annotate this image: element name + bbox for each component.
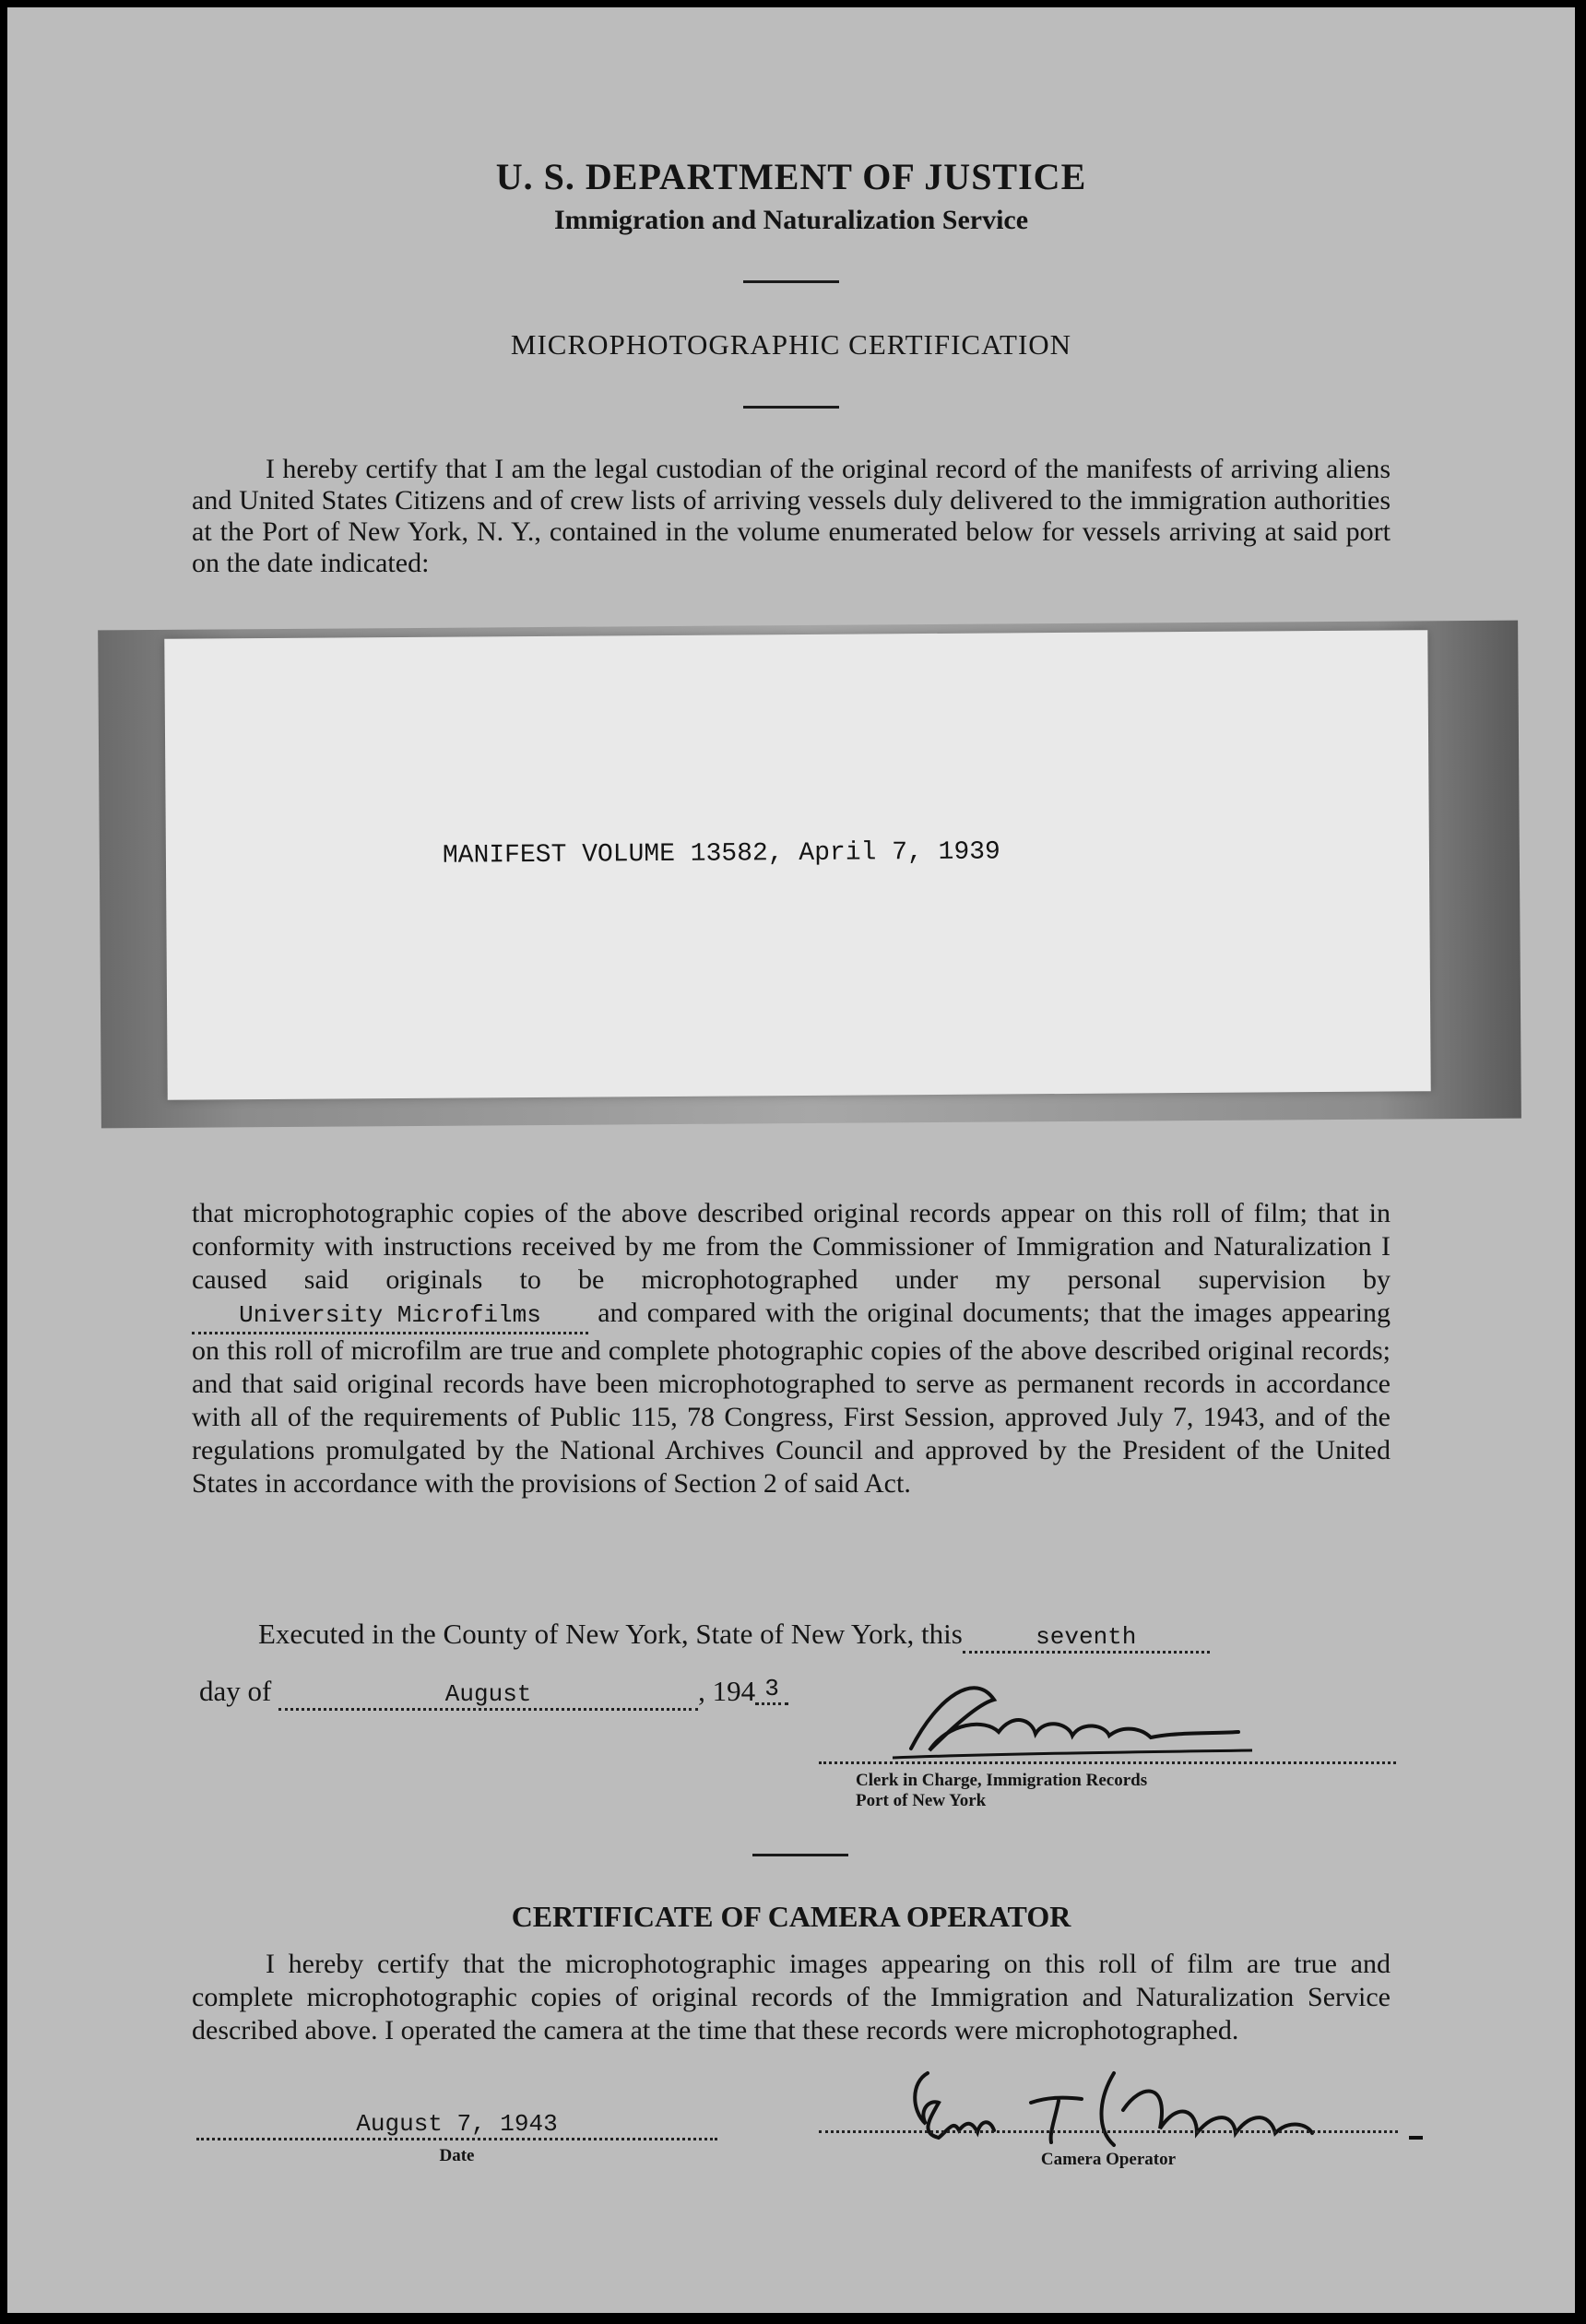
executed-text: Executed in the County of New York, State of New York, this — [258, 1618, 963, 1650]
body-text — [192, 1197, 1391, 1500]
operator-certificate-title: CERTIFICATE OF CAMERA OPERATOR — [511, 1900, 1071, 1933]
operator-signature-line — [819, 2125, 1398, 2133]
year-digit-field: 3 — [755, 1675, 788, 1705]
executed-line — [258, 1618, 1210, 1654]
intro-text: I hereby certify that I am the legal custodian of the original record of the manifests of arriving aliens and United States Citizens and of crew lists of arriving vessels duly delivered to the immigration authorities at the Port of New York, N. Y., contained in the volume enumerated below for vessels arriving at said port on the date indicated: — [192, 454, 1391, 578]
service-subheading: Immigration and Naturalization Service — [553, 205, 1029, 235]
divider-bottom — [752, 1854, 848, 1856]
date-field: August 7, 1943 — [196, 2110, 717, 2140]
year-prefix: , 194 — [698, 1675, 756, 1707]
body-part2: and compared with the original documents; that the images appearing on this roll of microfilm are true and complete photographic copies of the above described original records; and that said original records have been microphotographed to serve as permanent records in accordance with all of the requirements of Public 115, 78 Congress, First Session, approved July 7, 1943, and of the regulations promulgated by the National Archives Council and approved by the President of the United States in accordance with the provisions of Section 2 of said Act. — [192, 1298, 1391, 1499]
executed-day-field: seventh — [963, 1623, 1210, 1654]
day-of-label: day of — [199, 1675, 272, 1707]
operator-field-group — [819, 2125, 1398, 2170]
clerk-title — [856, 1771, 1147, 1811]
record-slip — [164, 630, 1430, 1100]
filmed-by-field: University Microfilms — [192, 1298, 588, 1334]
clerk-signature-line — [819, 1761, 1396, 1764]
clerk-title-line1: Clerk in Charge, Immigration Records — [856, 1771, 1148, 1790]
department-heading: U. S. DEPARTMENT OF JUSTICE — [495, 156, 1087, 197]
clerk-title-line2: Port of New York — [856, 1791, 987, 1810]
body-paragraph — [192, 1197, 1391, 1500]
certificate-page — [7, 7, 1575, 2313]
operator-label: Camera Operator — [1040, 2150, 1177, 2169]
day-of-line — [199, 1675, 788, 1711]
divider-top — [743, 280, 839, 283]
date-label: Date — [439, 2146, 475, 2165]
date-field-group — [196, 2110, 717, 2166]
certification-title: MICROPHOTOGRAPHIC CERTIFICATION — [510, 328, 1072, 361]
body-part1: that microphotographic copies of the above described original records appear on this roll of film; that in conformity with instructions received by me from the Commissioner of Immigration and Naturalization I caused said originals to be microphotographed under my personal supervision by — [192, 1198, 1391, 1295]
divider-mid — [743, 406, 839, 409]
operator-paragraph — [192, 1948, 1391, 2047]
intro-paragraph — [192, 454, 1391, 579]
operator-text: I hereby certify that the microphotographic images appearing on this roll of film are true and complete microphotographic copies of original records of the Immigration and Naturalization Service described above. I operated the camera at the time that these records were microphotographed. — [192, 1949, 1391, 2045]
month-field: August — [278, 1680, 698, 1711]
manifest-volume-text: MANIFEST VOLUME 13582, April 7, 1939 — [442, 837, 1000, 871]
